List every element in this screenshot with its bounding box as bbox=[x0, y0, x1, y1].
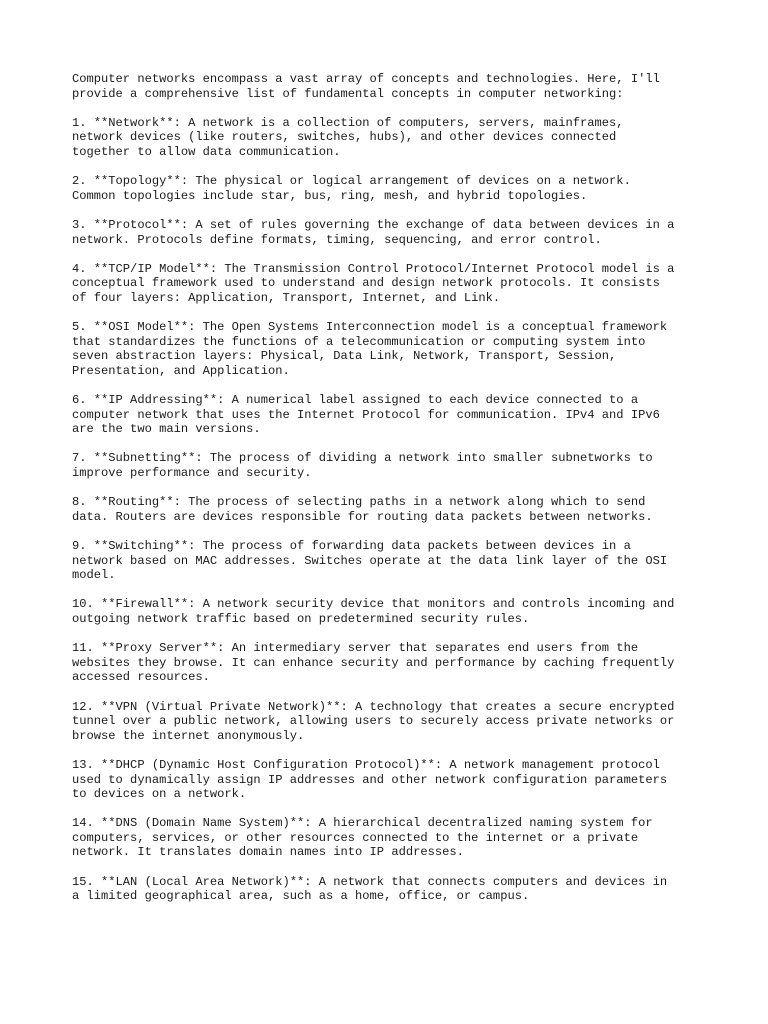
list-item-dhcp: 13. **DHCP (Dynamic Host Configuration Protocol)**: A network management protocol used to dynamically assign IP addresses and other network configuration parameters to devices on a network. bbox=[72, 757, 668, 802]
list-item-lan: 15. **LAN (Local Area Network)**: A network that connects computers and devices in a limited geographical area, such as a home, office, or campus. bbox=[72, 874, 668, 904]
list-item-tcp-ip-model: 4. **TCP/IP Model**: The Transmission Control Protocol/Internet Protocol model is a conceptual framework used to understand and design network protocols. It consists of four layers: Application, Transport, Internet, and Link. bbox=[72, 261, 675, 305]
list-item-ip-addressing: 6. **IP Addressing**: A numerical label assigned to each device connected to a computer network that uses the Internet Protocol for communication. IPv4 and IPv6 are the two main versions. bbox=[72, 393, 660, 437]
list-item-network: 1. **Network**: A network is a collection of computers, servers, mainframes, network devices (like routers, switches, hubs), and other devices connected together to allow data communication. bbox=[72, 115, 624, 159]
list-item-routing: 8. **Routing**: The process of selecting paths in a network along which to send data. Routers are devices responsible for routing data packets between networks. bbox=[72, 495, 653, 524]
intro-paragraph: Computer networks encompass a vast array of concepts and technologies. Here, I'll provide a comprehensive list of fundamental concepts in computer networking: bbox=[72, 72, 660, 101]
list-item-proxy-server: 11. **Proxy Server**: An intermediary server that separates end users from the websites they browse. It can enhance security and performance by caching frequently accessed resources. bbox=[72, 641, 675, 685]
list-item-switching: 9. **Switching**: The process of forwarding data packets between devices in a network based on MAC addresses. Switches operate at the data link layer of the OSI model. bbox=[72, 539, 668, 583]
list-item-vpn: 12. **VPN (Virtual Private Network)**: A technology that creates a secure encrypted tunnel over a public network, allowing users to securely access private networks or browse the internet anonymously. bbox=[72, 699, 675, 743]
list-item-firewall: 10. **Firewall**: A network security device that monitors and controls incoming and outgoing network traffic based on predetermined security rules. bbox=[72, 597, 675, 626]
list-item-dns: 14. **DNS (Domain Name System)**: A hierarchical decentralized naming system for computers, services, or other resources connected to the internet or a private network. It translates domain names into IP addresses. bbox=[72, 816, 653, 860]
list-item-topology: 2. **Topology**: The physical or logical arrangement of devices on a network. Common topologies include star, bus, ring, mesh, and hybrid topologies. bbox=[72, 174, 631, 203]
document-page bbox=[72, 72, 712, 918]
list-item-subnetting: 7. **Subnetting**: The process of dividing a network into smaller subnetworks to improve performance and security. bbox=[72, 451, 653, 481]
list-item-protocol: 3. **Protocol**: A set of rules governing the exchange of data between devices in a network. Protocols define formats, timing, sequencing, and error control. bbox=[72, 217, 675, 247]
list-item-osi-model: 5. **OSI Model**: The Open Systems Interconnection model is a conceptual framework that standardizes the functions of a telecommunication or computing system into seven abstraction layers: Physical, Data Link, Network, Transport, Session, Presentation, and Application. bbox=[72, 320, 668, 378]
